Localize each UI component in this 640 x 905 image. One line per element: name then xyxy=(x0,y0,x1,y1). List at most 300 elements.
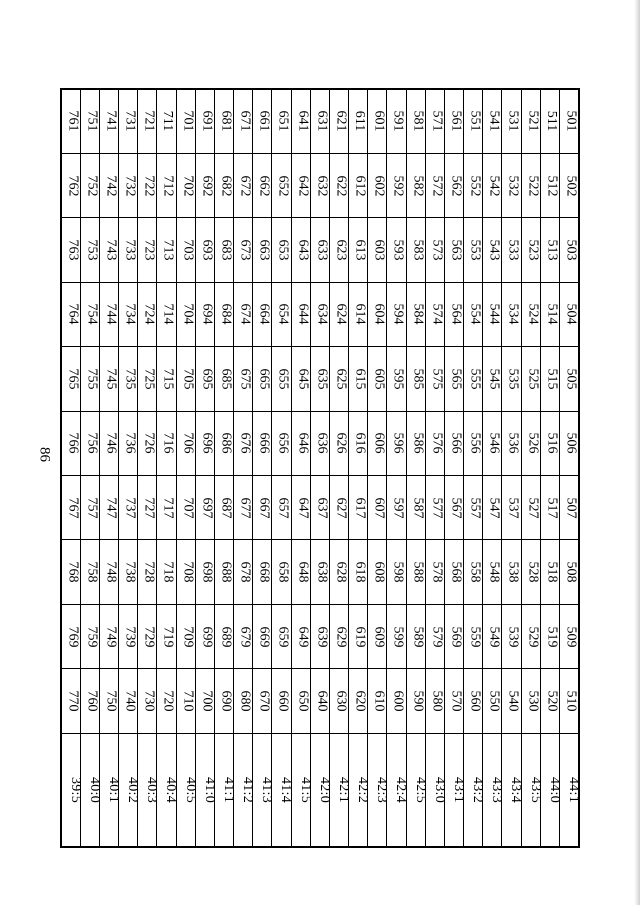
cell-value: 752 xyxy=(84,175,100,197)
value-cell xyxy=(214,476,233,540)
value-cell xyxy=(157,540,176,604)
cell-value: 661 xyxy=(256,110,272,132)
value-cell xyxy=(80,218,99,282)
row-label-cell xyxy=(521,733,543,847)
value-cell xyxy=(253,411,272,475)
value-cell xyxy=(272,411,291,475)
value-cell xyxy=(406,669,425,733)
cell-value: 657 xyxy=(275,497,291,519)
cell-value: 724 xyxy=(141,303,157,325)
cell-value: 581 xyxy=(410,110,426,132)
cell-value: 509 xyxy=(563,626,579,648)
row-label: 40:2 xyxy=(125,776,141,803)
cell-value: 624 xyxy=(333,303,349,325)
cell-value: 668 xyxy=(256,561,272,583)
value-cell xyxy=(368,153,387,217)
value-cell xyxy=(176,411,195,475)
value-cell xyxy=(368,347,387,411)
value-cell xyxy=(329,89,348,153)
value-cell xyxy=(138,540,157,604)
value-cell xyxy=(559,347,579,411)
value-cell xyxy=(157,669,176,733)
cell-value: 675 xyxy=(237,368,253,390)
cell-value: 719 xyxy=(160,626,176,648)
value-cell xyxy=(291,411,310,475)
value-cell xyxy=(464,347,483,411)
cell-value: 594 xyxy=(390,303,406,325)
value-cell xyxy=(80,669,99,733)
value-cell xyxy=(559,153,579,217)
cell-value: 634 xyxy=(314,303,330,325)
row-label: 40:5 xyxy=(182,776,198,803)
value-cell xyxy=(521,347,540,411)
value-row xyxy=(61,411,579,475)
cell-value: 721 xyxy=(141,110,157,132)
cell-value: 574 xyxy=(429,303,445,325)
cell-value: 663 xyxy=(256,239,272,261)
cell-value: 738 xyxy=(122,561,138,583)
value-cell xyxy=(444,669,463,733)
row-label: 41:2 xyxy=(240,776,256,803)
value-cell xyxy=(291,540,310,604)
value-cell xyxy=(483,476,502,540)
cell-value: 522 xyxy=(525,175,541,197)
cell-value: 686 xyxy=(218,432,234,454)
cell-value: 692 xyxy=(199,175,215,197)
value-cell xyxy=(138,476,157,540)
value-cell xyxy=(425,218,444,282)
cell-value: 669 xyxy=(256,626,272,648)
value-cell xyxy=(138,89,157,153)
cell-value: 554 xyxy=(467,303,483,325)
row-label-cell xyxy=(61,733,84,847)
value-cell xyxy=(425,540,444,604)
value-cell xyxy=(195,282,214,346)
value-cell xyxy=(138,669,157,733)
value-cell xyxy=(540,89,559,153)
cell-value: 516 xyxy=(544,432,560,454)
cell-value: 753 xyxy=(84,239,100,261)
value-cell xyxy=(521,604,540,668)
cell-value: 527 xyxy=(525,497,541,519)
value-cell xyxy=(61,218,80,282)
cell-value: 694 xyxy=(199,303,215,325)
value-cell xyxy=(329,669,348,733)
row-label-cell xyxy=(214,733,236,847)
cell-value: 646 xyxy=(295,432,311,454)
value-cell xyxy=(61,153,80,217)
cell-value: 718 xyxy=(160,561,176,583)
cell-value: 625 xyxy=(333,368,349,390)
cell-value: 599 xyxy=(390,626,406,648)
cell-value: 612 xyxy=(352,175,368,197)
cell-value: 735 xyxy=(122,368,138,390)
value-cell xyxy=(464,218,483,282)
value-cell xyxy=(214,604,233,668)
cell-value: 505 xyxy=(563,368,579,390)
value-cell xyxy=(368,282,387,346)
value-cell xyxy=(368,89,387,153)
value-cell xyxy=(387,604,406,668)
cell-value: 529 xyxy=(525,626,541,648)
value-cell xyxy=(234,669,253,733)
value-cell xyxy=(387,89,406,153)
value-cell xyxy=(253,282,272,346)
value-cell xyxy=(483,604,502,668)
row-label-cell xyxy=(559,733,582,847)
value-cell xyxy=(214,153,233,217)
value-cell xyxy=(138,347,157,411)
cell-value: 629 xyxy=(333,626,349,648)
value-cell xyxy=(119,89,138,153)
value-cell xyxy=(214,282,233,346)
value-cell xyxy=(176,540,195,604)
value-cell xyxy=(99,282,118,346)
cell-value: 604 xyxy=(371,303,387,325)
value-cell xyxy=(195,218,214,282)
cell-value: 733 xyxy=(122,239,138,261)
cell-value: 519 xyxy=(544,626,560,648)
value-cell xyxy=(464,153,483,217)
row-label: 43:1 xyxy=(450,776,466,803)
cell-value: 609 xyxy=(371,626,387,648)
row-label: 44:0 xyxy=(546,776,562,803)
cell-value: 568 xyxy=(448,561,464,583)
cell-value: 693 xyxy=(199,239,215,261)
cell-value: 595 xyxy=(390,368,406,390)
value-cell xyxy=(502,476,521,540)
cell-value: 651 xyxy=(275,110,291,132)
value-cell xyxy=(425,604,444,668)
cell-value: 541 xyxy=(486,110,502,132)
value-cell xyxy=(349,604,368,668)
cell-value: 688 xyxy=(218,561,234,583)
cell-value: 727 xyxy=(141,497,157,519)
cell-value: 621 xyxy=(333,110,349,132)
cell-value: 763 xyxy=(65,239,81,261)
cell-value: 728 xyxy=(141,561,157,583)
value-cell xyxy=(406,153,425,217)
cell-value: 548 xyxy=(486,561,502,583)
value-cell xyxy=(540,540,559,604)
cell-value: 760 xyxy=(84,690,100,712)
cell-value: 543 xyxy=(486,239,502,261)
cell-value: 765 xyxy=(65,368,81,390)
cell-value: 518 xyxy=(544,561,560,583)
value-cell xyxy=(291,347,310,411)
cell-value: 708 xyxy=(180,561,196,583)
value-cell xyxy=(291,153,310,217)
value-cell xyxy=(502,89,521,153)
cell-value: 608 xyxy=(371,561,387,583)
cell-value: 602 xyxy=(371,175,387,197)
cell-value: 643 xyxy=(295,239,311,261)
cell-value: 626 xyxy=(333,432,349,454)
value-cell xyxy=(119,282,138,346)
cell-value: 515 xyxy=(544,368,560,390)
value-cell xyxy=(387,411,406,475)
value-cell xyxy=(195,347,214,411)
value-cell xyxy=(119,669,138,733)
row-label-cell xyxy=(329,733,351,847)
value-cell xyxy=(272,540,291,604)
value-cell xyxy=(502,604,521,668)
value-cell xyxy=(368,411,387,475)
cell-value: 703 xyxy=(180,239,196,261)
row-label: 39:5 xyxy=(68,776,84,803)
row-label: 41:1 xyxy=(220,776,236,803)
cell-value: 766 xyxy=(65,432,81,454)
value-row xyxy=(61,347,579,411)
value-cell xyxy=(540,218,559,282)
cell-value: 705 xyxy=(180,368,196,390)
cell-value: 649 xyxy=(295,626,311,648)
row-label-cell xyxy=(253,733,275,847)
value-cell xyxy=(559,540,579,604)
cell-value: 501 xyxy=(563,110,579,132)
cell-value: 510 xyxy=(563,690,579,712)
cell-value: 566 xyxy=(448,432,464,454)
cell-value: 584 xyxy=(410,303,426,325)
cell-value: 549 xyxy=(486,626,502,648)
cell-value: 517 xyxy=(544,497,560,519)
cell-value: 562 xyxy=(448,175,464,197)
cell-value: 683 xyxy=(218,239,234,261)
cell-value: 697 xyxy=(199,497,215,519)
value-cell xyxy=(176,347,195,411)
value-cell xyxy=(349,218,368,282)
value-cell xyxy=(444,89,463,153)
value-cell xyxy=(559,282,579,346)
cell-value: 507 xyxy=(563,497,579,519)
cell-value: 681 xyxy=(218,110,234,132)
cell-value: 589 xyxy=(410,626,426,648)
value-cell xyxy=(521,540,540,604)
value-cell xyxy=(291,218,310,282)
cell-value: 593 xyxy=(390,239,406,261)
row-label-cell xyxy=(502,733,524,847)
cell-value: 617 xyxy=(352,497,368,519)
value-cell xyxy=(464,669,483,733)
value-cell xyxy=(214,218,233,282)
value-cell xyxy=(406,282,425,346)
value-cell xyxy=(406,89,425,153)
value-cell xyxy=(234,218,253,282)
row-label-cell xyxy=(80,733,102,847)
value-cell xyxy=(425,669,444,733)
cell-value: 712 xyxy=(160,175,176,197)
value-cell xyxy=(253,218,272,282)
value-cell xyxy=(540,669,559,733)
cell-value: 758 xyxy=(84,561,100,583)
value-cell xyxy=(559,476,579,540)
row-label: 40:0 xyxy=(86,776,102,803)
cell-value: 613 xyxy=(352,239,368,261)
value-cell xyxy=(444,282,463,346)
value-cell xyxy=(483,153,502,217)
page-number: 86 xyxy=(36,447,53,462)
value-cell xyxy=(502,411,521,475)
value-cell xyxy=(176,89,195,153)
cell-value: 536 xyxy=(505,432,521,454)
value-cell xyxy=(272,218,291,282)
cell-value: 662 xyxy=(256,175,272,197)
cell-value: 710 xyxy=(180,690,196,712)
cell-value: 591 xyxy=(390,110,406,132)
cell-value: 652 xyxy=(275,175,291,197)
cell-value: 676 xyxy=(237,432,253,454)
cell-value: 680 xyxy=(237,690,253,712)
value-cell xyxy=(195,476,214,540)
cell-value: 579 xyxy=(429,626,445,648)
cell-value: 530 xyxy=(525,690,541,712)
value-row xyxy=(61,282,579,346)
value-cell xyxy=(214,669,233,733)
cell-value: 567 xyxy=(448,497,464,519)
value-cell xyxy=(444,153,463,217)
cell-value: 714 xyxy=(160,303,176,325)
number-table-container xyxy=(60,88,580,848)
row-label-cell xyxy=(119,733,141,847)
value-cell xyxy=(387,218,406,282)
value-cell xyxy=(425,347,444,411)
value-cell xyxy=(80,153,99,217)
value-cell xyxy=(176,604,195,668)
value-cell xyxy=(61,282,80,346)
row-label-cell xyxy=(310,733,332,847)
cell-value: 639 xyxy=(314,626,330,648)
value-cell xyxy=(444,604,463,668)
value-cell xyxy=(464,604,483,668)
value-row xyxy=(61,153,579,217)
row-label-cell xyxy=(195,733,217,847)
cell-value: 571 xyxy=(429,110,445,132)
value-cell xyxy=(138,411,157,475)
cell-value: 674 xyxy=(237,303,253,325)
row-label: 42:3 xyxy=(374,776,390,803)
number-table xyxy=(60,88,580,848)
cell-value: 535 xyxy=(505,368,521,390)
value-cell xyxy=(540,604,559,668)
cell-value: 670 xyxy=(256,690,272,712)
value-cell xyxy=(176,153,195,217)
cell-value: 553 xyxy=(467,239,483,261)
cell-value: 524 xyxy=(525,303,541,325)
cell-value: 544 xyxy=(486,303,502,325)
cell-value: 547 xyxy=(486,497,502,519)
cell-value: 644 xyxy=(295,303,311,325)
row-label: 42:2 xyxy=(355,776,371,803)
cell-value: 623 xyxy=(333,239,349,261)
value-cell xyxy=(234,411,253,475)
cell-value: 653 xyxy=(275,239,291,261)
cell-value: 637 xyxy=(314,497,330,519)
cell-value: 635 xyxy=(314,368,330,390)
cell-value: 759 xyxy=(84,626,100,648)
cell-value: 557 xyxy=(467,497,483,519)
cell-value: 552 xyxy=(467,175,483,197)
cell-value: 531 xyxy=(505,110,521,132)
value-cell xyxy=(157,604,176,668)
value-cell xyxy=(349,347,368,411)
cell-value: 695 xyxy=(199,368,215,390)
cell-value: 701 xyxy=(180,110,196,132)
cell-value: 575 xyxy=(429,368,445,390)
value-cell xyxy=(406,411,425,475)
row-label: 42:1 xyxy=(335,776,351,803)
cell-value: 525 xyxy=(525,368,541,390)
cell-value: 671 xyxy=(237,110,253,132)
cell-value: 641 xyxy=(295,110,311,132)
cell-value: 586 xyxy=(410,432,426,454)
scan-edge-shadow xyxy=(634,0,640,905)
cell-value: 715 xyxy=(160,368,176,390)
value-cell xyxy=(195,89,214,153)
value-cell xyxy=(406,347,425,411)
cell-value: 740 xyxy=(122,690,138,712)
cell-value: 558 xyxy=(467,561,483,583)
cell-value: 618 xyxy=(352,561,368,583)
cell-value: 597 xyxy=(390,497,406,519)
value-cell xyxy=(310,282,329,346)
value-cell xyxy=(540,153,559,217)
value-cell xyxy=(368,540,387,604)
cell-value: 736 xyxy=(122,432,138,454)
value-cell xyxy=(329,347,348,411)
cell-value: 709 xyxy=(180,626,196,648)
row-label-cell xyxy=(387,733,409,847)
cell-value: 512 xyxy=(544,175,560,197)
cell-value: 704 xyxy=(180,303,196,325)
cell-value: 514 xyxy=(544,303,560,325)
cell-value: 739 xyxy=(122,626,138,648)
value-cell xyxy=(234,540,253,604)
value-cell xyxy=(253,89,272,153)
cell-value: 707 xyxy=(180,497,196,519)
cell-value: 730 xyxy=(141,690,157,712)
value-cell xyxy=(387,347,406,411)
value-cell xyxy=(406,604,425,668)
value-cell xyxy=(291,89,310,153)
value-cell xyxy=(157,411,176,475)
row-label-cell xyxy=(99,733,121,847)
cell-value: 650 xyxy=(295,690,311,712)
cell-value: 720 xyxy=(160,690,176,712)
value-cell xyxy=(157,218,176,282)
cell-value: 600 xyxy=(390,690,406,712)
cell-value: 638 xyxy=(314,561,330,583)
cell-value: 751 xyxy=(84,110,100,132)
row-label-cell xyxy=(291,733,313,847)
cell-value: 545 xyxy=(486,368,502,390)
value-cell xyxy=(291,669,310,733)
cell-value: 556 xyxy=(467,432,483,454)
cell-value: 756 xyxy=(84,432,100,454)
cell-value: 546 xyxy=(486,432,502,454)
value-cell xyxy=(502,218,521,282)
cell-value: 767 xyxy=(65,497,81,519)
value-cell xyxy=(214,89,233,153)
value-cell xyxy=(329,540,348,604)
row-label: 41:3 xyxy=(259,776,275,803)
cell-value: 682 xyxy=(218,175,234,197)
value-cell xyxy=(80,89,99,153)
value-cell xyxy=(464,411,483,475)
cell-value: 743 xyxy=(103,239,119,261)
cell-value: 559 xyxy=(467,626,483,648)
value-cell xyxy=(176,669,195,733)
value-cell xyxy=(540,347,559,411)
